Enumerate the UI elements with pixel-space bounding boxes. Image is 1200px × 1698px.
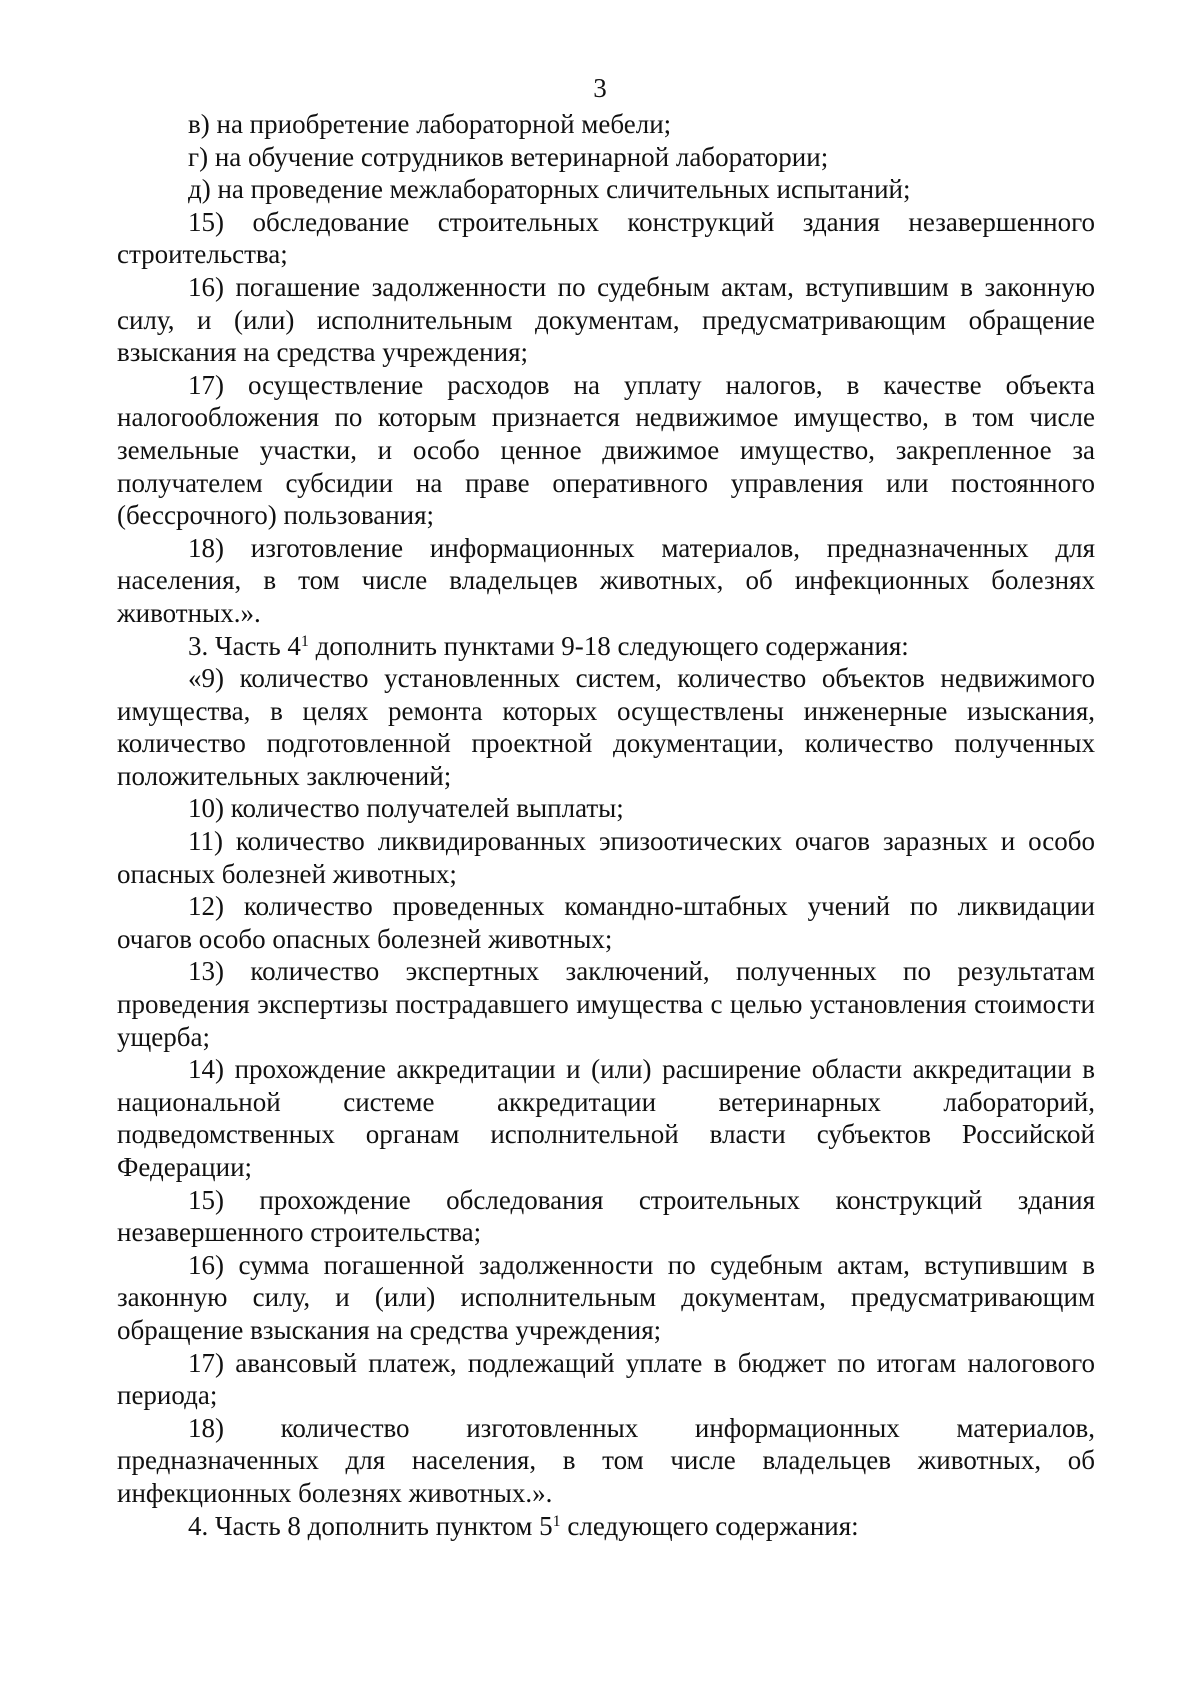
- section-4-text-after: следующего содержания:: [560, 1510, 859, 1541]
- paragraph-indicator-17: 17) авансовый платеж, подлежащий уплате в бюджет по итогам налогового периода;: [117, 1347, 1095, 1411]
- paragraph-item-15: 15) обследование строительных конструкций здания незавершенного строительства;: [117, 206, 1095, 270]
- document-body: [117, 108, 1095, 1542]
- paragraph-item-d: д) на проведение межлабораторных сличительных испытаний;: [188, 174, 911, 205]
- paragraph-indicator-9: «9) количество установленных систем, количество объектов недвижимого имущества, в целях ремонта которых осуществлены инженерные изыскания, количество подготовленной проектной документации, количество полученных положительных заключений;: [117, 663, 1095, 791]
- paragraph-item-17: 17) осуществление расходов на уплату налогов, в качестве объекта налогообложения по которым признается недвижимое имущество, в том числе земельные участки, и особо ценное движимое имущество, закрепленное за получателем субсидии на праве оперативного управления или постоянного (бессрочного) пользования;: [117, 369, 1095, 531]
- paragraph-section-4: [117, 1510, 1095, 1543]
- superscript: 1: [552, 1512, 561, 1530]
- paragraph-indicator-11: 11) количество ликвидированных эпизоотических очагов заразных и особо опасных болезней животных;: [117, 826, 1095, 889]
- section-3-text-before: 3. Часть 4: [188, 630, 301, 661]
- paragraph-indicator-13: 13) количество экспертных заключений, полученных по результатам проведения экспертизы пострадавшего имущества с целью установления стоимости ущерба;: [117, 956, 1095, 1052]
- section-3-text-after: дополнить пунктами 9-18 следующего содержания:: [308, 630, 909, 661]
- paragraph-item-18: 18) изготовление информационных материалов, предназначенных для населения, в том числе владельцев животных, об инфекционных болезнях животных.».: [117, 532, 1095, 628]
- paragraph-indicator-16: 16) сумма погашенной задолженности по судебным актам, вступившим в законную силу, и (или) исполнительным документам, предусматривающим обращение взыскания на средства учреждения;: [117, 1249, 1095, 1345]
- paragraph-item-v: в) на приобретение лабораторной мебели;: [188, 109, 672, 139]
- paragraph-item-g: г) на обучение сотрудников ветеринарной лаборатории;: [188, 141, 829, 172]
- paragraph-indicator-10: 10) количество получателей выплаты;: [188, 793, 624, 824]
- paragraph-indicator-12: 12) количество проведенных командно-штабных учений по ликвидации очагов особо опасных болезней животных;: [117, 891, 1095, 954]
- paragraph-indicator-18: 18) количество изготовленных информационных материалов, предназначенных для населения, в том числе владельцев животных, об инфекционных болезнях животных.».: [117, 1412, 1095, 1508]
- paragraph-item-16: 16) погашение задолженности по судебным актам, вступившим в законную силу, и (или) исполнительным документам, предусматривающим обращение взыскания на средства учреждения;: [117, 271, 1095, 368]
- paragraph-section-3: [117, 630, 1095, 663]
- paragraph-indicator-14: 14) прохождение аккредитации и (или) расширение области аккредитации в национальной системе аккредитации ветеринарных лабораторий, подведомственных органам исполнительной власти субъектов Российской Федерации;: [117, 1054, 1095, 1182]
- section-4-text-before: 4. Часть 8 дополнить пунктом 5: [188, 1510, 553, 1541]
- page-number: 3: [593, 73, 607, 103]
- paragraph-indicator-15: 15) прохождение обследования строительных конструкций здания незавершенного строительства;: [117, 1184, 1095, 1248]
- superscript: 1: [300, 632, 309, 650]
